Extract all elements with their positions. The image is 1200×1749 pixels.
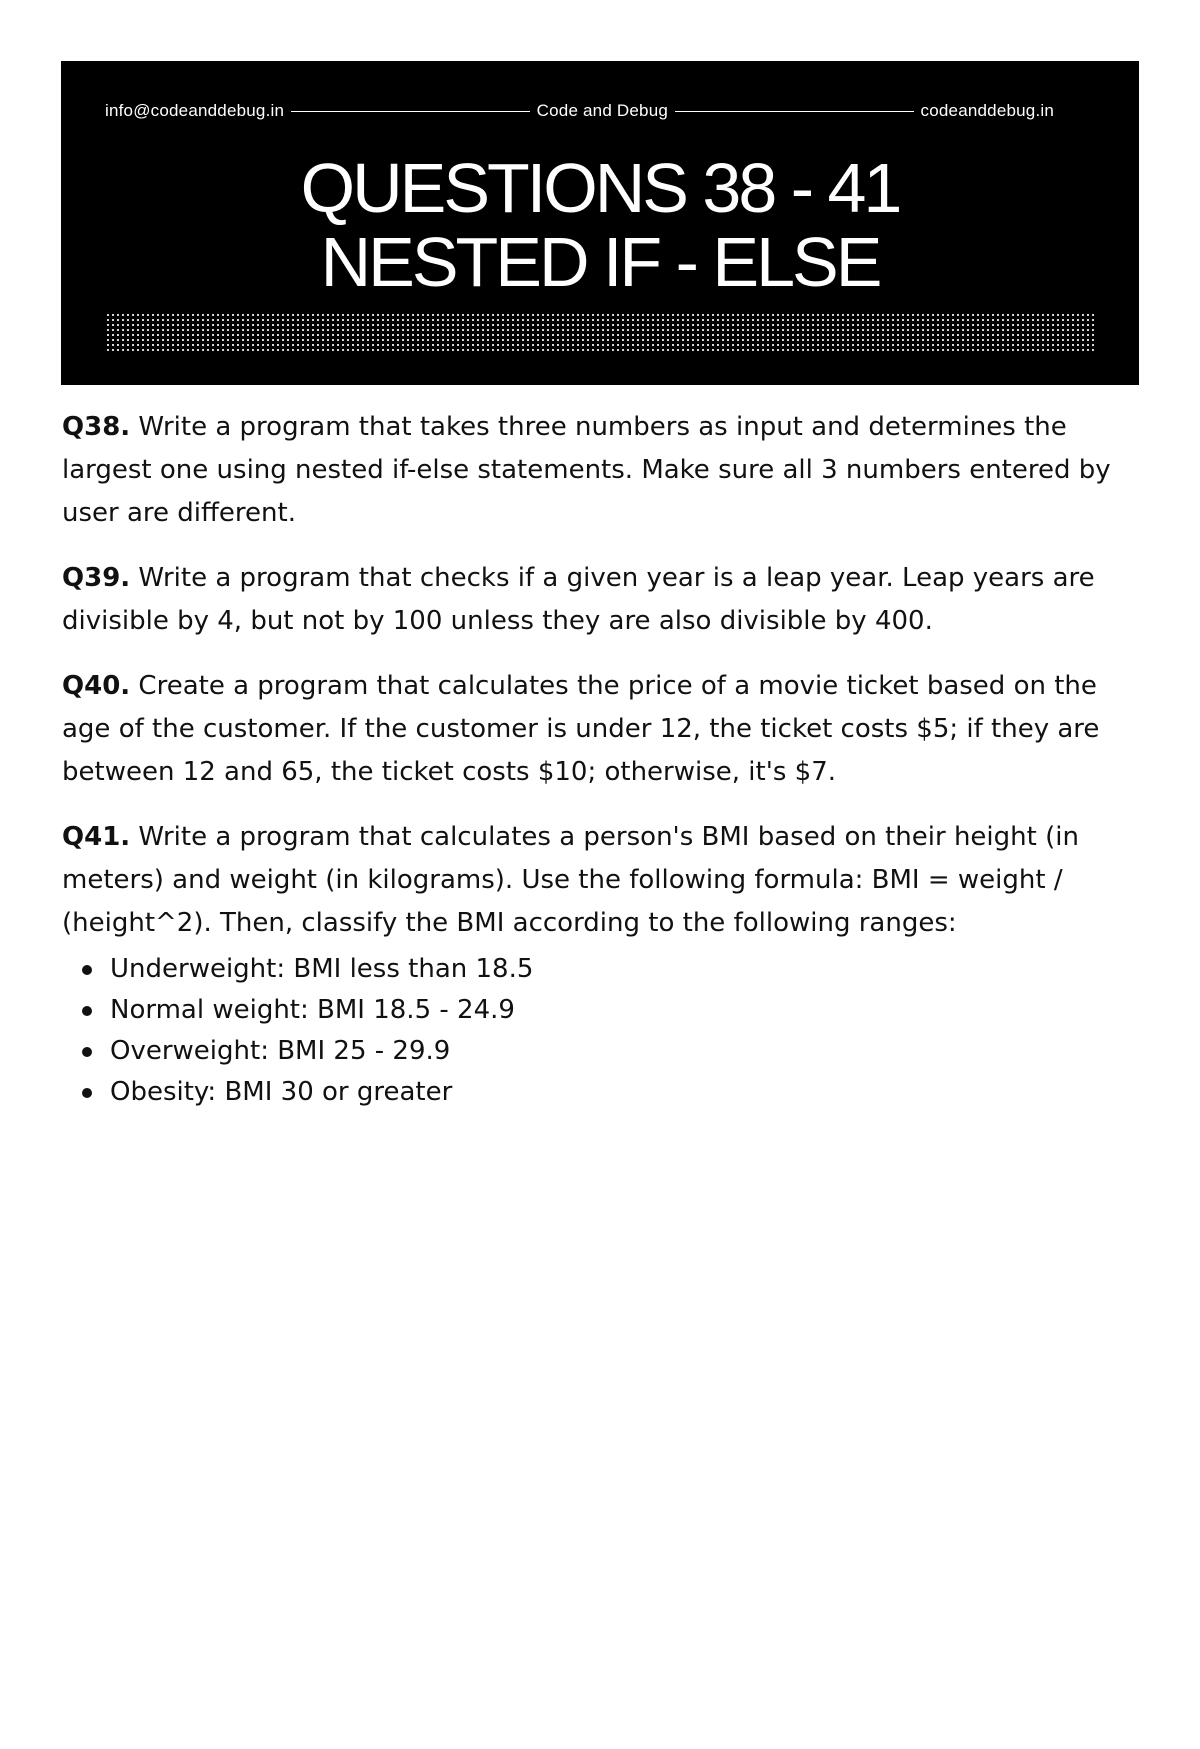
bmi-range-list bbox=[62, 949, 1142, 1113]
questions-section bbox=[62, 406, 1142, 1113]
question-39 bbox=[62, 557, 1142, 643]
list-item-text: Normal weight: BMI 18.5 - 24.9 bbox=[110, 995, 515, 1025]
list-item-text: Overweight: BMI 25 - 29.9 bbox=[110, 1036, 451, 1066]
list-item bbox=[110, 990, 1142, 1031]
question-label: Q41. bbox=[62, 822, 131, 852]
list-item-text: Underweight: BMI less than 18.5 bbox=[110, 954, 534, 984]
bullet-icon bbox=[82, 965, 92, 975]
email-text: info@codeanddebug.in bbox=[105, 101, 285, 120]
brand-text: Code and Debug bbox=[536, 101, 669, 120]
question-label: Q38. bbox=[62, 412, 131, 442]
divider-line bbox=[291, 111, 530, 112]
list-item-text: Obesity: BMI 30 or greater bbox=[110, 1077, 453, 1107]
list-item bbox=[110, 1031, 1142, 1072]
page-title bbox=[61, 151, 1139, 299]
question-text: Create a program that calculates the price of a movie ticket based on the age of the customer. If the customer is under 12, the ticket costs $5; if they are between 12 and 65, the ticket costs $10; otherwise, it's $7. bbox=[62, 671, 1100, 787]
bullet-icon bbox=[82, 1047, 92, 1057]
list-item bbox=[110, 949, 1142, 990]
bullet-icon bbox=[82, 1006, 92, 1016]
question-label: Q40. bbox=[62, 671, 131, 701]
question-label: Q39. bbox=[62, 563, 131, 593]
question-40 bbox=[62, 665, 1142, 794]
question-38 bbox=[62, 406, 1142, 535]
title-line-2: NESTED IF - ELSE bbox=[320, 223, 880, 301]
title-line-1: QUESTIONS 38 - 41 bbox=[300, 149, 900, 227]
bullet-icon bbox=[82, 1088, 92, 1098]
website-text: codeanddebug.in bbox=[920, 101, 1055, 120]
list-item bbox=[110, 1072, 1142, 1113]
header-banner bbox=[61, 61, 1139, 385]
question-text: Write a program that takes three numbers as input and determines the largest one using nested if-else statements. Make sure all 3 numbers entered by user are different. bbox=[62, 412, 1111, 528]
divider-line bbox=[675, 111, 914, 112]
question-text: Write a program that checks if a given year is a leap year. Leap years are divisible by 4, but not by 100 unless they are also divisible by 400. bbox=[62, 563, 1095, 636]
dot-pattern bbox=[106, 313, 1096, 353]
question-41 bbox=[62, 816, 1142, 945]
question-text: Write a program that calculates a person's BMI based on their height (in meters) and weight (in kilograms). Use the following formula: BMI = weight / (height^2). Then, classify the BMI according to the following ranges: bbox=[62, 822, 1079, 938]
contact-line bbox=[105, 101, 1054, 121]
